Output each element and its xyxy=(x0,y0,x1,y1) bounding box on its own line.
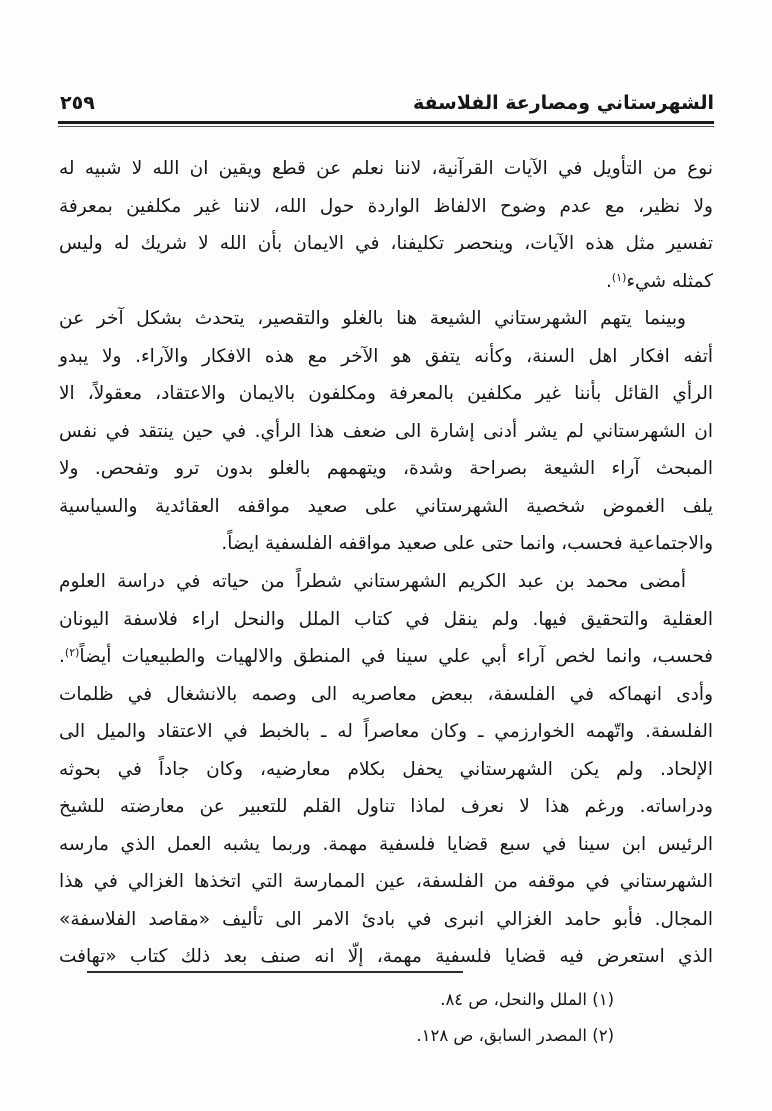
body-line: يلف الغموض شخصية الشهرستاني على صعيد مواقفه العقائدية والسياسية xyxy=(59,495,713,517)
body-line: الإلحاد. ولم يكن الشهرستاني يحفل بكلام معارضيه، وكان جاداً في بحوثه xyxy=(59,758,713,780)
header-rule xyxy=(58,121,714,127)
body-line: الذي استعرض فيه قضايا فلسفية مهمة، إلّا انه صنف بعد ذلك كتاب «تهافت xyxy=(59,946,713,968)
body-text xyxy=(59,150,713,976)
footnote-1: (١) الملل والنحل، ص ٨٤. xyxy=(440,990,614,1009)
footnote-rule xyxy=(87,971,463,973)
footnotes xyxy=(194,982,614,1054)
line-text: كمثله شيء xyxy=(626,270,713,292)
line-text: . xyxy=(59,646,65,668)
footnote-ref-2: (٢) xyxy=(64,646,80,660)
body-line: ودراساته. ورغم هذا لا نعرف لماذا تناول القلم للتعبير عن معارضته للشيخ xyxy=(59,796,713,818)
body-line xyxy=(59,263,713,301)
body-line: تفسير مثل هذه الآيات، وينحصر تكليفنا، في الايمان بأن الله لا شريك له وليس xyxy=(59,233,713,255)
body-line: وأدى انهماكه في الفلسفة، ببعض معاصريه الى وصمه بالانشغال في ظلمات xyxy=(59,683,713,705)
line-text: . xyxy=(605,270,612,292)
running-title: الشهرستاني ومصارعة الفلاسفة xyxy=(412,92,714,114)
body-line: ان الشهرستاني لم يشر أدنى إشارة الى ضعف هذا الرأي. في حين ينتقد في نفس xyxy=(59,420,713,442)
page-number: ٢٥٩ xyxy=(60,92,95,114)
body-line: الرأي القائل بأننا غير مكلفين بالمعرفة ومكلفون بالايمان والاعتقاد، معقولاً، الا xyxy=(59,383,713,405)
footnote-2: (٢) المصدر السابق، ص ١٢٨. xyxy=(416,1026,614,1045)
body-line: ولا نظير، مع عدم وضوح الالفاظ الواردة حول الله، لاننا غير مكلفين بمعرفة xyxy=(59,195,713,217)
body-line: المبحث آراء الشيعة بصراحة وشدة، ويتهمهم بالغلو بدون ترو وتفحص. ولا xyxy=(59,458,713,480)
body-line: الشهرستاني في موقفه من الفلسفة، عين الممارسة التي اتخذها الغزالي في هذا xyxy=(59,871,713,893)
body-line: العقلية والتحقيق فيها. ولم ينقل في كتاب الملل والنحل اراء فلاسفة اليونان xyxy=(59,608,713,630)
body-line xyxy=(59,638,713,676)
body-line: الرئيس ابن سينا في سبع قضايا فلسفية مهمة. وربما يشبه العمل الذي مارسه xyxy=(59,833,713,855)
body-line: الفلسفة. واتّهمه الخوارزمي ـ وكان معاصراً له ـ بالخبط في الاعتقاد والميل الى xyxy=(59,721,713,743)
body-line: المجال. فأبو حامد الغزالي انبرى في بادئ الامر الى تأليف «مقاصد الفلاسفة» xyxy=(59,908,713,930)
body-line: أتفه افكار اهل السنة، وكأنه يتفق هو الآخر مع هذه الافكار والآراء. ولا يبدو xyxy=(59,345,713,367)
body-line: أمضى محمد بن عبد الكريم الشهرستاني شطراً من حياته في دراسة العلوم xyxy=(59,571,686,593)
body-line: وبينما يتهم الشهرستاني الشيعة هنا بالغلو والتقصير، يتحدث بشكل آخر عن xyxy=(59,308,686,330)
line-text: فحسب، وانما لخص آراء أبي علي سينا في المنطق والالهيات والطبيعيات أيضاً xyxy=(79,646,713,668)
body-line: نوع من التأويل في الآيات القرآنية، لاننا نعلم عن قطع ويقين ان الله لا شبيه له xyxy=(59,158,713,179)
footnote-ref-1: (١) xyxy=(611,270,627,284)
running-head xyxy=(60,84,714,114)
body-line: والاجتماعية فحسب، وانما حتى على صعيد مواقفه الفلسفية ايضاً. xyxy=(221,533,713,555)
